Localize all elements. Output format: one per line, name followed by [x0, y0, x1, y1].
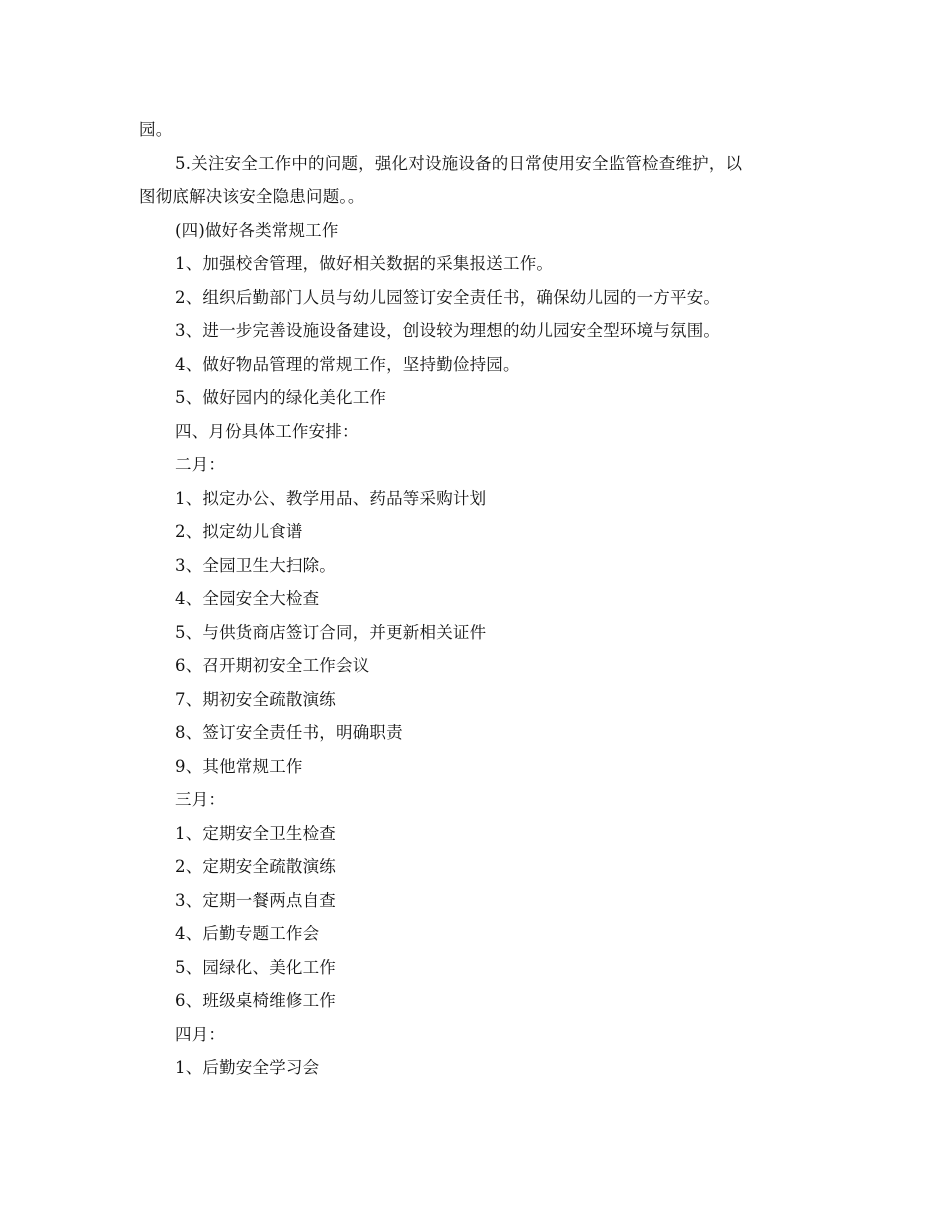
- text-line: 5.关注安全工作中的问题，强化对设施设备的日常使用安全监管检查维护，以: [175, 153, 743, 173]
- list-item: 6、召开期初安全工作会议: [175, 656, 370, 675]
- list-item: 8、签订安全责任书，明确职责: [175, 723, 403, 742]
- list-item: 5、园绿化、美化工作: [175, 957, 336, 977]
- list-item: 4、后勤专题工作会: [175, 924, 320, 943]
- section-heading: 四、月份具体工作安排：: [175, 421, 359, 441]
- list-item: 1、后勤安全学习会: [175, 1058, 320, 1077]
- list-item: 4、全园安全大检查: [175, 589, 320, 608]
- month-heading: 四月：: [175, 1024, 226, 1044]
- list-item: 2、定期安全疏散演练: [175, 857, 336, 876]
- list-item: 5、做好园内的绿化美化工作: [175, 388, 387, 407]
- list-item: 9、其他常规工作: [175, 756, 303, 776]
- list-item: 7、期初安全疏散演练: [175, 689, 336, 709]
- list-item: 1、加强校舍管理，做好相关数据的采集报送工作。: [175, 254, 554, 273]
- list-item: 3、进一步完善设施设备建设，创设较为理想的幼儿园安全型环境与氛围。: [175, 321, 721, 340]
- list-item: 3、全园卫生大扫除。: [175, 555, 336, 575]
- text-line: 园。: [139, 120, 173, 139]
- list-item: 6、班级桌椅维修工作: [175, 991, 336, 1010]
- list-item: 1、定期安全卫生检查: [175, 823, 336, 843]
- list-item: 3、定期一餐两点自查: [175, 890, 336, 910]
- list-item: 5、与供货商店签订合同，并更新相关证件: [175, 622, 487, 642]
- list-item: 2、拟定幼儿食谱: [175, 522, 303, 541]
- month-heading: 三月：: [175, 790, 226, 809]
- month-heading: 二月：: [175, 455, 226, 474]
- list-item: 4、做好物品管理的常规工作，坚持勤俭持园。: [175, 354, 520, 374]
- list-item: 1、拟定办公、教学用品、药品等采购计划: [175, 488, 487, 508]
- list-item: 2、组织后勤部门人员与幼儿园签订安全责任书，确保幼儿园的一方平安。: [175, 287, 721, 307]
- section-heading: (四)做好各类常规工作: [175, 220, 339, 240]
- text-line: 图彻底解决该安全隐患问题。。: [139, 187, 365, 206]
- document-body: [139, 113, 819, 1085]
